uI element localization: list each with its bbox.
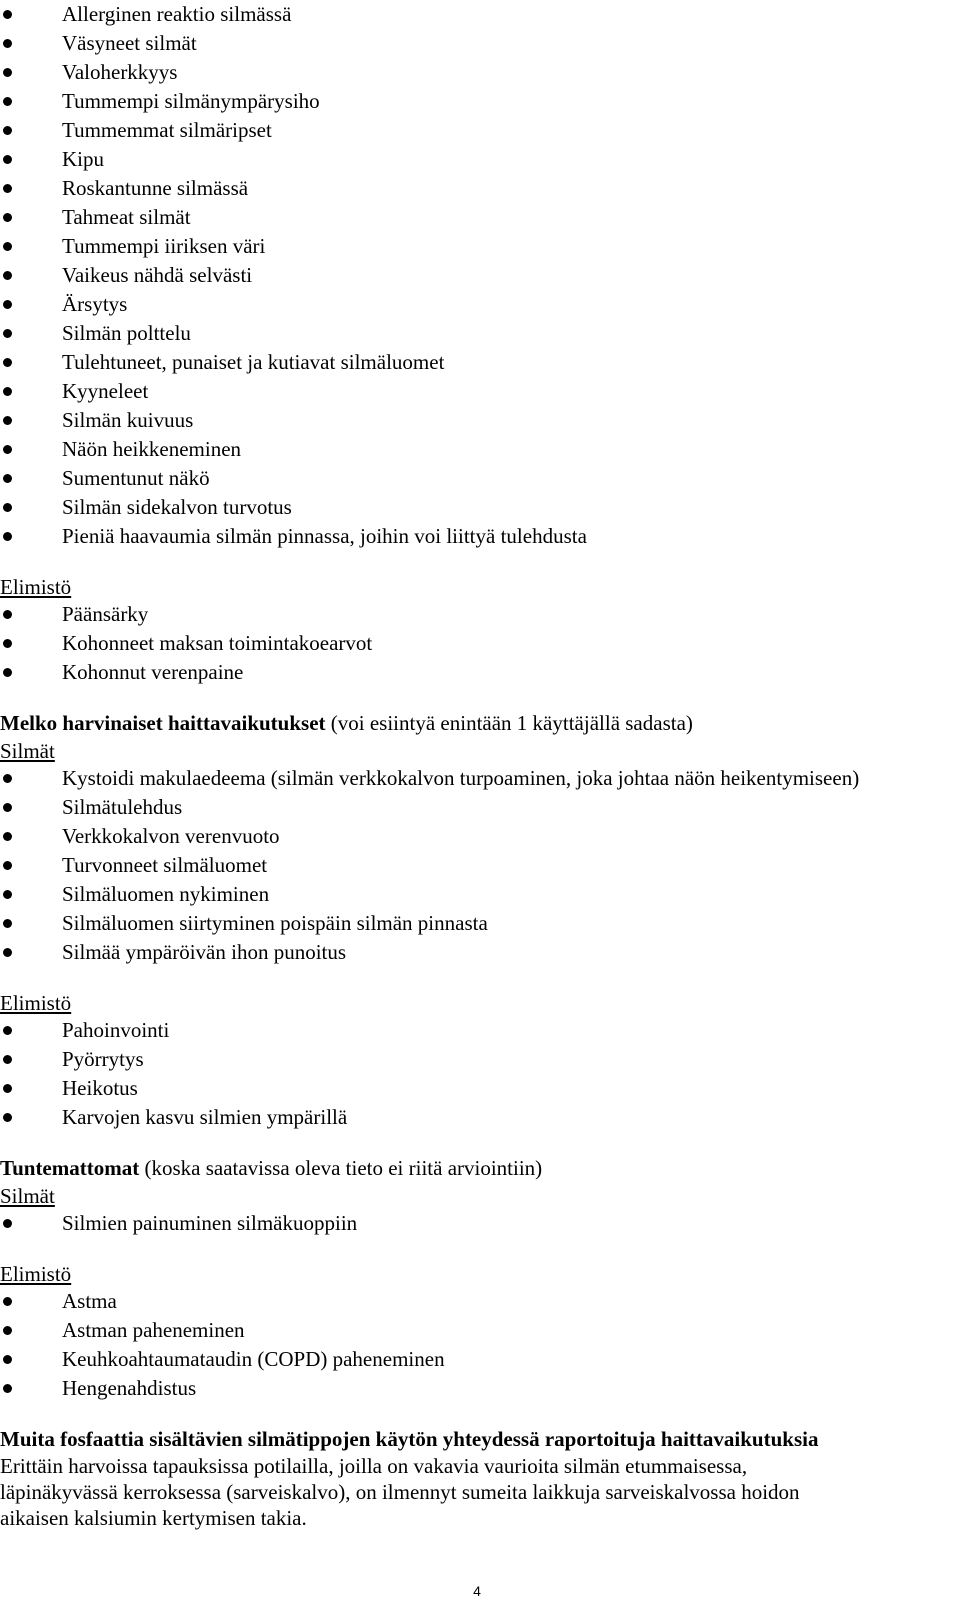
list-item: [0, 909, 960, 938]
bullet-icon: [3, 1055, 12, 1064]
list-item: [0, 174, 960, 203]
list-item-text: Tummempi silmänympärysiho: [62, 89, 320, 113]
section-heading-uncommon-note: (voi esiintyä enintään 1 käyttäjällä sadasta): [325, 711, 693, 735]
list-item-text: Silmäluomen nykiminen: [62, 882, 270, 906]
list-item: [0, 464, 960, 493]
list-item-text: Pyörrytys: [62, 1047, 144, 1071]
bullet-icon: [3, 416, 12, 425]
spacer: [0, 1403, 960, 1425]
list-item: [0, 290, 960, 319]
subheading-silmat: Silmät: [0, 1184, 55, 1208]
list-item-text: Tahmeat silmät: [62, 205, 191, 229]
phosphate-paragraph: [0, 1453, 960, 1533]
unknown-systemic-effects-list: [0, 1287, 960, 1403]
list-item: [0, 938, 960, 967]
bullet-icon: [3, 1384, 12, 1393]
list-item: [0, 658, 960, 687]
list-item: [0, 29, 960, 58]
bullet-icon: [3, 445, 12, 454]
bullet-icon: [3, 97, 12, 106]
list-item: [0, 493, 960, 522]
list-item-text: Karvojen kasvu silmien ympärillä: [62, 1105, 348, 1129]
bullet-icon: [3, 155, 12, 164]
bullet-icon: [3, 184, 12, 193]
list-item-text: Päänsärky: [62, 602, 149, 626]
section-heading-uncommon: [0, 709, 960, 737]
subheading-elimisto: Elimistö: [0, 1262, 72, 1286]
bullet-icon: [3, 861, 12, 870]
subheading-elimisto: Elimistö: [0, 575, 72, 599]
list-item: [0, 851, 960, 880]
list-item: [0, 1374, 960, 1403]
bullet-icon: [3, 358, 12, 367]
bullet-icon: [3, 474, 12, 483]
list-item: [0, 880, 960, 909]
bullet-icon: [3, 1026, 12, 1035]
list-item-text: Pahoinvointi: [62, 1018, 170, 1042]
list-item-text: Silmäluomen siirtyminen poispäin silmän pinnasta: [62, 911, 488, 935]
list-item: [0, 116, 960, 145]
paragraph-line: läpinäkyvässä kerroksessa (sarveiskalvo), on ilmennyt sumeita laikkuja sarveiskalvossa hoidon: [0, 1480, 800, 1504]
list-item: [0, 435, 960, 464]
bullet-icon: [3, 242, 12, 251]
section-heading-unknown-bold: Tuntemattomat: [0, 1156, 140, 1180]
list-item-text: Kohonnut verenpaine: [62, 660, 244, 684]
section-heading-phosphate-bold: Muita fosfaattia sisältävien silmätippojen käytön yhteydessä raportoituja haittavaikutuksia: [0, 1427, 819, 1451]
uncommon-eye-effects-list: [0, 764, 960, 967]
list-item: [0, 1316, 960, 1345]
list-item: [0, 1074, 960, 1103]
spacer: [0, 967, 960, 989]
list-item-text: Roskantunne silmässä: [62, 176, 249, 200]
list-item: [0, 1016, 960, 1045]
bullet-icon: [3, 1219, 12, 1228]
list-item-text: Ärsytys: [62, 292, 128, 316]
bullet-icon: [3, 10, 12, 19]
spacer: [0, 1132, 960, 1154]
bullet-icon: [3, 774, 12, 783]
list-item-text: Silmän kuivuus: [62, 408, 194, 432]
subheading-elimisto: Elimistö: [0, 991, 72, 1015]
bullet-icon: [3, 1297, 12, 1306]
bullet-icon: [3, 832, 12, 841]
list-item-text: Tulehtuneet, punaiset ja kutiavat silmäluomet: [62, 350, 445, 374]
list-item-text: Astma: [62, 1289, 117, 1313]
bullet-icon: [3, 890, 12, 899]
bullet-icon: [3, 1326, 12, 1335]
list-item-text: Hengenahdistus: [62, 1376, 197, 1400]
bullet-icon: [3, 300, 12, 309]
list-item: [0, 58, 960, 87]
bullet-icon: [3, 1084, 12, 1093]
list-item: [0, 377, 960, 406]
list-item-text: Valoherkkyys: [62, 60, 178, 84]
spacer: [0, 687, 960, 709]
list-item-text: Silmän polttelu: [62, 321, 191, 345]
bullet-icon: [3, 387, 12, 396]
list-item: [0, 822, 960, 851]
list-item-text: Sumentunut näkö: [62, 466, 210, 490]
page-number: 4: [473, 1583, 481, 1599]
list-item-text: Silmän sidekalvon turvotus: [62, 495, 292, 519]
section-heading-unknown: [0, 1154, 960, 1182]
list-item: [0, 793, 960, 822]
bullet-icon: [3, 948, 12, 957]
subheading-silmat: Silmät: [0, 739, 55, 763]
bullet-icon: [3, 503, 12, 512]
list-item: [0, 600, 960, 629]
list-item: [0, 145, 960, 174]
systemic-effects-list: [0, 600, 960, 687]
bullet-icon: [3, 213, 12, 222]
list-item: [0, 261, 960, 290]
unknown-eye-effects-list: [0, 1209, 960, 1238]
list-item-text: Kipu: [62, 147, 104, 171]
spacer: [0, 551, 960, 573]
list-item: [0, 0, 960, 29]
bullet-icon: [3, 329, 12, 338]
eye-effects-list: [0, 0, 960, 551]
list-item-text: Pieniä haavaumia silmän pinnassa, joihin voi liittyä tulehdusta: [62, 524, 587, 548]
bullet-icon: [3, 1355, 12, 1364]
section-heading-unknown-note: (koska saatavissa oleva tieto ei riitä arviointiin): [139, 1156, 543, 1180]
bullet-icon: [3, 39, 12, 48]
list-item: [0, 203, 960, 232]
bullet-icon: [3, 126, 12, 135]
list-item-text: Kohonneet maksan toimintakoearvot: [62, 631, 373, 655]
bullet-icon: [3, 610, 12, 619]
list-item-text: Turvonneet silmäluomet: [62, 853, 268, 877]
list-item: [0, 1103, 960, 1132]
list-item: [0, 1045, 960, 1074]
list-item: [0, 232, 960, 261]
list-item-text: Astman paheneminen: [62, 1318, 245, 1342]
list-item: [0, 1209, 960, 1238]
list-item-text: Vaikeus nähdä selvästi: [62, 263, 253, 287]
bullet-icon: [3, 1113, 12, 1122]
spacer: [0, 1238, 960, 1260]
bullet-icon: [3, 68, 12, 77]
list-item-text: Silmien painuminen silmäkuoppiin: [62, 1211, 358, 1235]
list-item-text: Silmää ympäröivän ihon punoitus: [62, 940, 347, 964]
list-item: [0, 1345, 960, 1374]
paragraph-line: aikaisen kalsiumin kertymisen takia.: [0, 1506, 307, 1530]
section-heading-uncommon-bold: Melko harvinaiset haittavaikutukset: [0, 711, 326, 735]
bullet-icon: [3, 803, 12, 812]
list-item-text: Näön heikkeneminen: [62, 437, 242, 461]
list-item: [0, 348, 960, 377]
list-item-text: Allerginen reaktio silmässä: [62, 2, 292, 26]
list-item-text: Tummempi iiriksen väri: [62, 234, 266, 258]
bullet-icon: [3, 532, 12, 541]
list-item: [0, 1287, 960, 1316]
list-item-text: Tummemmat silmäripset: [62, 118, 272, 142]
section-heading-phosphate: [0, 1425, 960, 1453]
paragraph-line: Erittäin harvoissa tapauksissa potilailla, joilla on vakavia vaurioita silmän etummaisessa,: [0, 1454, 748, 1478]
list-item-text: Silmätulehdus: [62, 795, 183, 819]
list-item: [0, 629, 960, 658]
list-item-text: Kystoidi makulaedeema (silmän verkkokalvon turpoaminen, joka johtaa näön heikentymiseen): [62, 766, 860, 790]
uncommon-systemic-effects-list: [0, 1016, 960, 1132]
bullet-icon: [3, 639, 12, 648]
list-item: [0, 406, 960, 435]
list-item: [0, 87, 960, 116]
list-item-text: Keuhkoahtaumataudin (COPD) paheneminen: [62, 1347, 445, 1371]
list-item-text: Verkkokalvon verenvuoto: [62, 824, 280, 848]
list-item: [0, 522, 960, 551]
list-item: [0, 764, 960, 793]
list-item-text: Väsyneet silmät: [62, 31, 197, 55]
list-item-text: Heikotus: [62, 1076, 138, 1100]
list-item: [0, 319, 960, 348]
list-item-text: Kyyneleet: [62, 379, 149, 403]
bullet-icon: [3, 271, 12, 280]
bullet-icon: [3, 668, 12, 677]
bullet-icon: [3, 919, 12, 928]
